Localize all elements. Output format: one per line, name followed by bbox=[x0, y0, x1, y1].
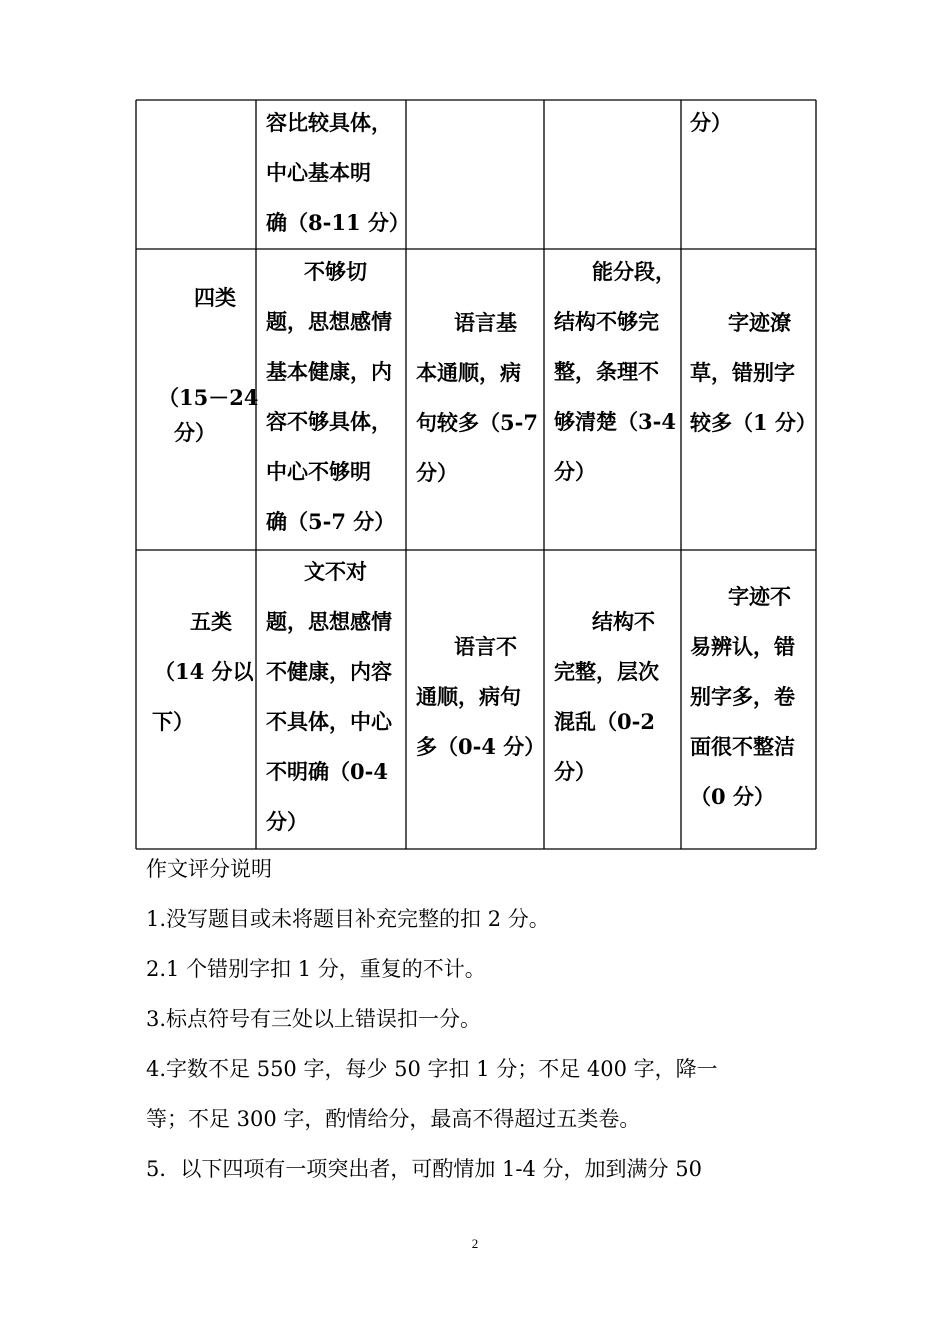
table-cell: 字迹潦 草，错别字 较多（1 分） bbox=[690, 310, 817, 435]
note-item: 等；不足 300 字，酌情给分，最高不得超过五类卷。 bbox=[146, 1107, 641, 1131]
table-cell: 语言不 通顺，病句 多（0-4 分） bbox=[416, 634, 546, 759]
scoring-notes bbox=[146, 844, 718, 1194]
page-number: 2 bbox=[471, 1236, 479, 1251]
table-cell: 文不对 题，思想感情 不健康，内容 不具体，中心 不明确（0-4 分） bbox=[266, 559, 392, 834]
category-label: 五类 （14 分以 下） bbox=[152, 609, 254, 734]
table-cell: 不够切 题，思想感情 基本健康，内 容不够具体， 中心不够明 确（5-7 分） bbox=[266, 259, 396, 534]
category-label: 四类 （15－24 分） bbox=[158, 285, 259, 445]
table-cell: 字迹不 易辨认，错 别字多，卷 面很不整洁 （0 分） bbox=[690, 584, 795, 809]
note-item: 4.字数不足 550 字，每少 50 字扣 1 分；不足 400 字，降一 bbox=[146, 1057, 718, 1081]
note-item: 3.标点符号有三处以上错误扣一分。 bbox=[146, 1007, 482, 1031]
table-cell: 容比较具体， 中心基本明 确（8-11 分） bbox=[266, 110, 410, 235]
notes-title: 作文评分说明 bbox=[146, 857, 272, 881]
table-cell: 能分段， 结构不够完 整，条理不 够清楚（3-4 分） bbox=[554, 259, 676, 484]
table-cell: 语言基 本通顺，病 句较多（5-7 分） bbox=[416, 310, 538, 485]
table-cell: 结构不 完整，层次 混乱（0-2 分） bbox=[554, 609, 659, 784]
note-item: 5．以下四项有一项突出者，可酌情加 1-4 分，加到满分 50 bbox=[146, 1157, 702, 1181]
table-cell: 分） bbox=[690, 110, 732, 135]
note-item: 1.没写题目或未将题目补充完整的扣 2 分。 bbox=[146, 907, 550, 931]
note-item: 2.1 个错别字扣 1 分，重复的不计。 bbox=[146, 957, 486, 981]
